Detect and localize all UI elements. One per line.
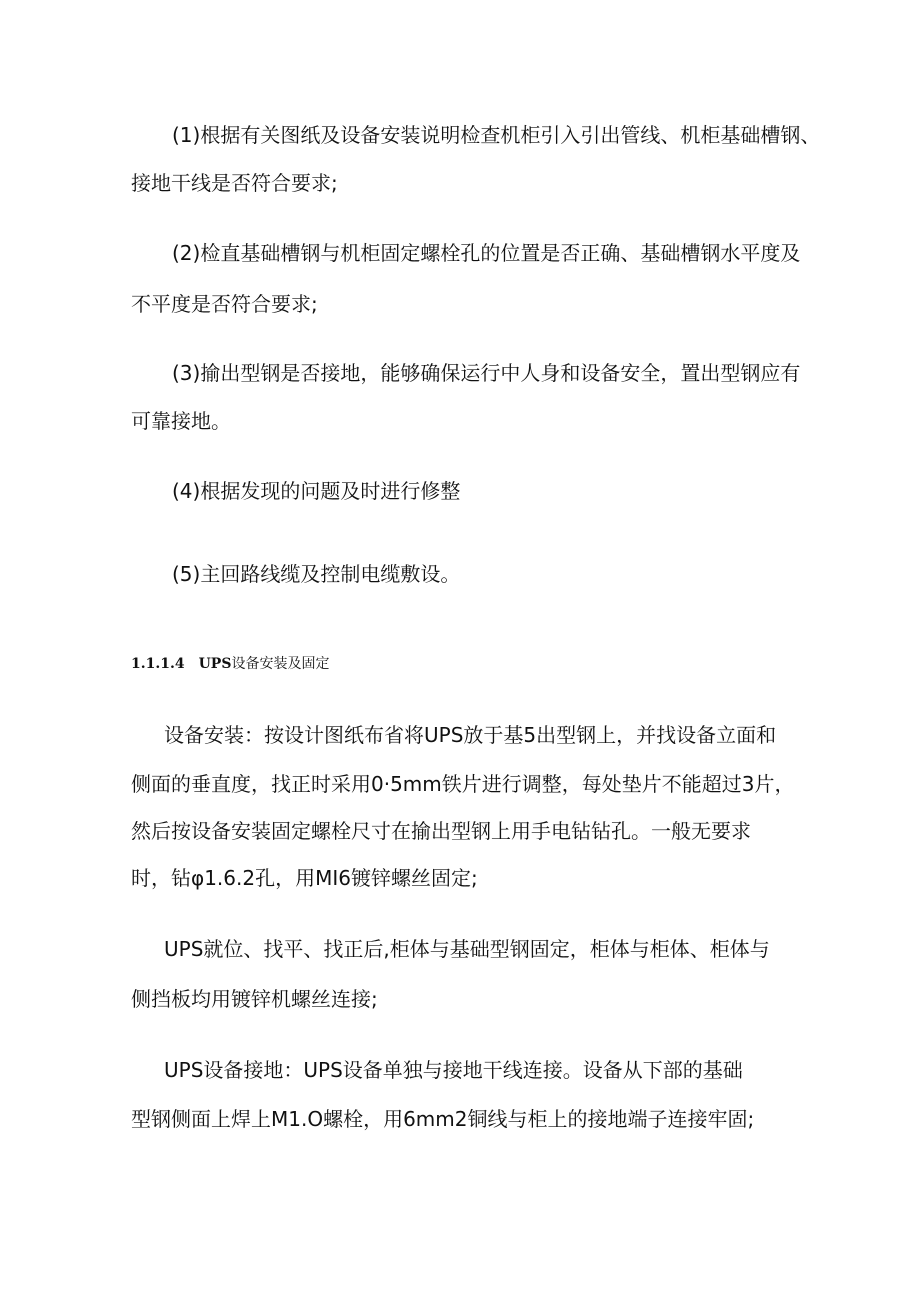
section-number: 1.1.1.4 — [131, 656, 185, 672]
item-1-line-2: 接地干线是否符合要求; — [131, 171, 338, 195]
para-1-line-2: 侧面的垂直度，找正时采用0·5mm铁片进行调整，每处垫片不能超过3片， — [131, 772, 795, 796]
section-title-latin: UPS — [198, 656, 232, 672]
section-heading — [131, 654, 329, 674]
item-2-line-2: 不平度是否符合要求; — [131, 292, 318, 316]
section-title-rest: 设备安装及固定 — [231, 656, 330, 672]
para-1-line-4: 时，钻φ1.6.2孔，用MI6镀锌螺丝固定; — [131, 866, 478, 890]
item-2-line-1: (2)检直基础槽钢与机柜固定螺栓孔的位置是否正确、基础槽钢水平度及 — [172, 241, 801, 265]
item-1-line-1: (1)根据有关图纸及设备安装说明检查机柜引入引出管线、机柜基础槽钢、 — [172, 123, 821, 147]
item-4-line-1: (4)根据发现的问题及时进行修整 — [172, 479, 461, 503]
para-1-line-3: 然后按设备安装固定螺栓尺寸在揄出型钢上用手电钻钻孔。一般无要求 — [131, 819, 751, 843]
item-3-line-2: 可靠接地。 — [131, 409, 231, 433]
para-2-line-2: 侧挡板均用镀锌机螺丝连接; — [131, 987, 378, 1011]
item-5-line-1: (5)主回路线缆及控制电缆敷设。 — [172, 562, 461, 586]
para-3-line-2: 型钢侧面上焊上M1.O螺栓，用6mm2铜线与柜上的接地端子连接牢固; — [131, 1107, 755, 1131]
section-title — [199, 656, 330, 672]
para-1-line-1: 设备安装：按设计图纸布省将UPS放于基5出型钢上，并找设备立面和 — [164, 723, 777, 747]
para-2-line-1: UPS就位、找平、找正后,柜体与基础型钢固定，柜体与柜体、柜体与 — [164, 937, 770, 961]
item-3-line-1: (3)揄出型钢是否接地，能够确保运行中人身和设备安全，置出型钢应有 — [172, 361, 801, 385]
para-3-line-1: UPS设备接地：UPS设备单独与接地干线连接。设备从下部的基础 — [164, 1058, 743, 1082]
